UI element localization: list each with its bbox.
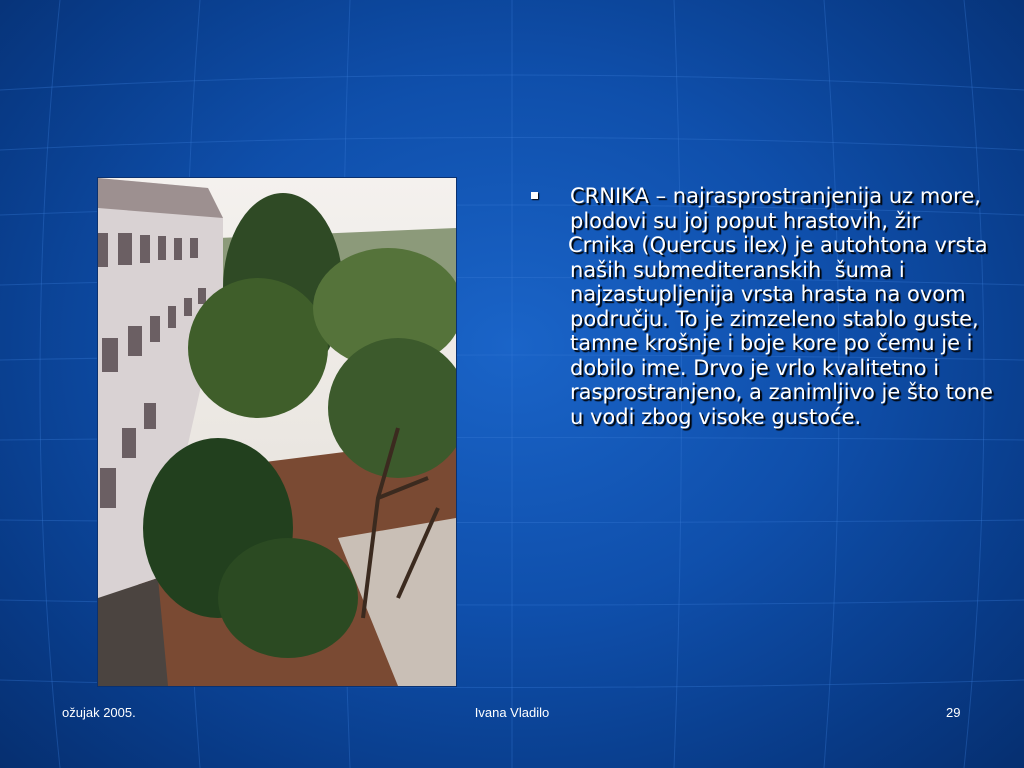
footer-date: ožujak 2005. — [62, 705, 136, 720]
slide-number: 29 — [946, 705, 961, 720]
bullet-text: CRNIKA – najrasprostranjenija uz more, plodovi su joj poput hrastovih, žir — [570, 184, 981, 233]
square-bullet-icon — [531, 192, 538, 199]
slide-content — [528, 184, 998, 429]
building-trees-photo — [98, 178, 456, 686]
bullet-item — [528, 184, 998, 233]
body-paragraph: Crnika (Quercus ilex) je autohtona vrsta naših submediteranskih šuma i najzastupljenija vrsta hrasta na ovom području. To je zimzeleno stablo guste, tamne krošnje i boje kore po čemu je i dobilo ime. Drvo je vrlo kvalitetno i rasprostranjeno, a zanimljivo je što tone u vodi zbog visoke gustoće. — [568, 233, 1000, 429]
footer-author: Ivana Vladilo — [474, 705, 550, 720]
